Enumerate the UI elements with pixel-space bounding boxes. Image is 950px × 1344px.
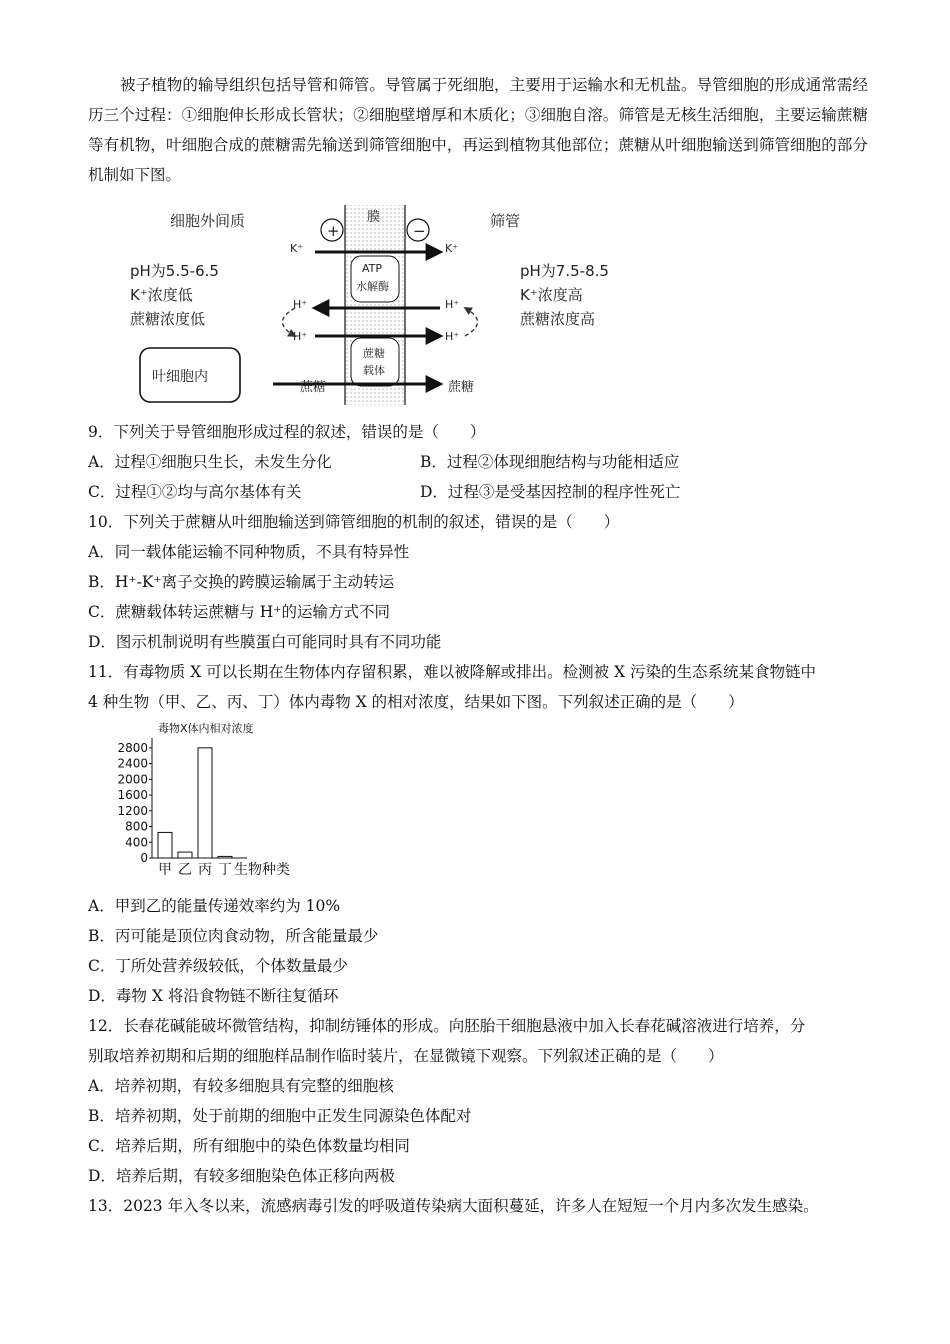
plus-sign: + [327,222,340,240]
q12-option-a: A．培养初期，有较多细胞具有完整的细胞核 [88,1077,394,1095]
minus-sign: − [413,222,426,240]
chart-svg [100,718,320,880]
right-k: K⁺浓度高 [520,286,583,304]
q11-stem-line1: 11．有毒物质 X 可以长期在生物体内存留积累，难以被降解或排出。检测被 X 污染的生态系统某食物链中 [88,663,817,681]
left-k: K⁺浓度低 [130,286,193,304]
q12-stem-line1: 12．长春花碱能破坏微管结构，抑制纺锤体的形成。向胚胎干细胞悬液中加入长春花碱溶液进行培养，分 [88,1017,806,1035]
q13-stem: 13．2023 年入冬以来，流感病毒引发的呼吸道传染病大面积蔓延，许多人在短短一个月内多次发生感染。 [88,1197,819,1215]
left-sucrose: 蔗糖浓度低 [130,310,206,328]
h1-left-label: H⁺ [293,298,308,311]
y-tick-label: 0 [140,851,148,865]
y-tick-label: 2800 [117,740,148,755]
bar-4 [218,856,232,858]
category-label: 丁 [218,862,232,878]
x-axis-label: 生物种类 [234,862,290,878]
category-label: 丙 [198,862,212,878]
chart-title: 毒物X体内相对浓度 [158,722,254,735]
y-tick-label: 800 [125,819,148,834]
right-dashed-curve [465,308,478,336]
q9-option-b: B．过程②体现细胞结构与功能相适应 [420,453,680,471]
right-title: 筛管 [490,212,521,230]
bar-2 [178,852,192,858]
q11-option-a: A．甲到乙的能量传递效率约为 10% [88,897,341,915]
toxin-bar-chart [100,718,320,880]
membrane-label: 膜 [367,210,381,225]
h2-right-label: H⁺ [445,330,460,343]
q11-stem-line2: 4 种生物（甲、乙、丙、丁）体内毒物 X 的相对浓度，结果如下图。下列叙述正确的是（ ） [88,693,744,711]
left-ph: pH为5.5-6.5 [130,262,219,280]
y-tick-label: 2000 [117,772,148,787]
q10-option-b: B．H⁺-K⁺离子交换的跨膜运输属于主动转运 [88,573,395,591]
y-tick-label: 1200 [117,803,148,818]
y-tick-label: 400 [125,835,148,850]
q12-option-d: D．培养后期，有较多细胞染色体正移向两极 [88,1167,395,1185]
leaf-cell-label: 叶细胞内 [152,369,208,385]
y-tick-label: 2400 [117,756,148,771]
bar-3 [198,748,212,858]
q11-option-b: B．丙可能是顶位肉食动物，所含能量最少 [88,927,379,945]
q9-stem: 9．下列关于导管细胞形成过程的叙述，错误的是（ ） [88,423,486,441]
q12-stem-line2: 别取培养初期和后期的细胞样品制作临时装片，在显微镜下观察。下列叙述正确的是（ ） [88,1047,724,1065]
h2-left-label: H⁺ [293,330,308,343]
right-sucrose: 蔗糖浓度高 [520,310,596,328]
q12-option-b: B．培养初期，处于前期的细胞中正发生同源染色体配对 [88,1107,472,1125]
q9-option-d: D．过程③是受基因控制的程序性死亡 [420,483,681,501]
hydrolase-label: 水解酶 [356,280,389,293]
q11-option-d: D．毒物 X 将沿食物链不断往复循环 [88,987,339,1005]
category-label: 乙 [178,862,192,878]
q12-option-c: C．培养后期，所有细胞中的染色体数量均相同 [88,1137,410,1155]
q10-option-c: C．蔗糖载体转运蔗糖与 H⁺的运输方式不同 [88,603,390,621]
q11-option-c: C．丁所处营养级较低，个体数量最少 [88,957,348,975]
sucrose-right-label: 蔗糖 [448,380,475,395]
intro-text: 被子植物的输导组织包括导管和筛管。导管属于死细胞，主要用于运输水和无机盐。导管细胞的形成通常需经历三个过程：①细胞伸长形成长管状；②细胞壁增厚和木质化；③细胞自溶。筛管是无核生活细胞，主要运输蔗糖等有机物，叶细胞合成的蔗糖需先输送到筛管细胞中，再运到植物其他部位；蔗糖从叶细胞输送到筛管细胞的部分机制如下图。 [88,76,868,184]
carrier-label-1: 蔗糖 [363,347,385,360]
q10-stem: 10．下列关于蔗糖从叶细胞输送到筛管细胞的机制的叙述，错误的是（ ） [88,513,620,531]
k-left-label: K⁺ [290,242,304,255]
q10-option-d: D．图示机制说明有些膜蛋白可能同时具有不同功能 [88,633,442,651]
bar-1 [158,832,172,858]
q9-option-a: A．过程①细胞只生长，未发生分化 [88,453,332,471]
carrier-label-2: 载体 [363,364,385,377]
q9-option-c: C．过程①②均与高尔基体有关 [88,483,302,501]
transport-diagram [130,200,650,415]
atp-label: ATP [362,262,383,275]
sucrose-left-label: 蔗糖 [300,380,327,395]
h1-right-label: H⁺ [445,298,460,311]
right-ph: pH为7.5-8.5 [520,262,609,280]
left-title: 细胞外间质 [170,212,246,230]
y-tick-label: 1600 [117,788,148,803]
k-right-label: K⁺ [445,242,459,255]
category-label: 甲 [158,862,172,878]
intro-paragraph [88,70,868,190]
q10-option-a: A．同一载体能运输不同种物质，不具有特异性 [88,543,410,561]
